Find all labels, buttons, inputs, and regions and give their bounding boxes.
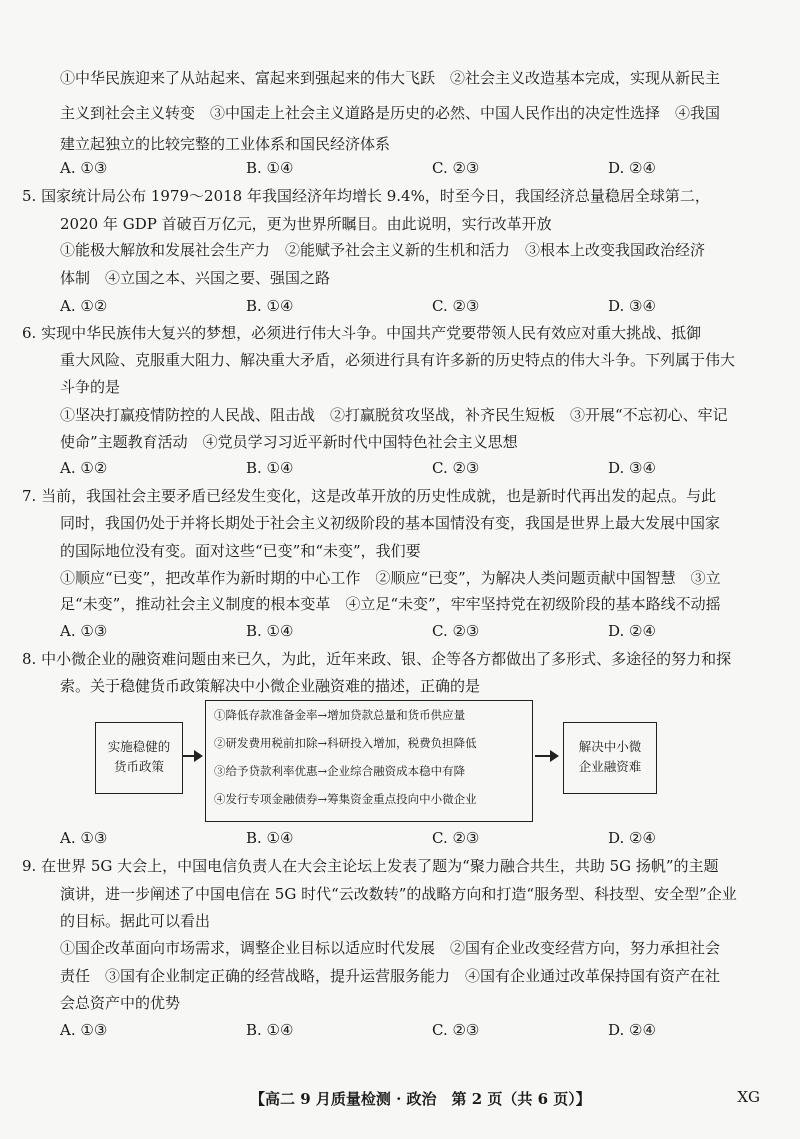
question-text: ①坚决打赢疫情防控的人民战、阻击战 ②打赢脱贫攻坚战，补齐民生短板 ③开展“不忘初心、牢记 (60, 406, 728, 424)
diagram-text: 实施稳健的 (107, 739, 171, 754)
option-b: B. ①④ (246, 829, 294, 847)
option-a: A. ①③ (60, 159, 108, 177)
question-text: 7. 当前，我国社会主要矛盾已经发生变化，这是改革开放的历史性成就，也是新时代再出发的起点。与此 (22, 487, 717, 505)
option-c: C. ②③ (432, 1021, 480, 1039)
question-text: 8. 中小微企业的融资难问题由来已久，为此，近年来政、银、企等各方都做出了多形式、多途径的努力和探 (22, 650, 732, 668)
diagram-box-result (563, 722, 657, 794)
option-c: C. ②③ (432, 622, 480, 640)
option-d: D. ③④ (608, 459, 656, 477)
option-b: B. ①④ (246, 297, 294, 315)
question-text: 足“未变”，推动社会主义制度的根本变革 ④立足“未变”，牢牢坚持党在初级阶段的基本路线不动摇 (60, 595, 721, 613)
answer-options (60, 458, 750, 478)
footer-page-info: 【高二 9 月质量检测 · 政治 第 2 页（共 6 页）】 (250, 1090, 591, 1108)
question-text: 5. 国家统计局公布 1979～2018 年我国经济年均增长 9.4%，时至今日，我国经济总量稳居全球第二， (22, 187, 710, 205)
option-b: B. ①④ (246, 1021, 294, 1039)
footer-tag: XG (737, 1088, 760, 1106)
diagram-box-measures (205, 700, 533, 822)
option-d: D. ②④ (608, 829, 656, 847)
question-text: ①中华民族迎来了从站起来、富起来到强起来的伟大飞跃 ②社会主义改造基本完成，实现从新民主 (60, 69, 721, 87)
question-text: 2020 年 GDP 首破百万亿元，更为世界所瞩目。由此说明，实行改革开放 (60, 215, 552, 233)
question-text: 体制 ④立国之本、兴国之要、强国之路 (60, 269, 331, 287)
question-text: 责任 ③国有企业制定正确的经营战略，提升运营服务能力 ④国有企业通过改革保持国有资产在社 (60, 967, 721, 985)
diagram-text: 解决中小微 (578, 739, 642, 754)
option-a: A. ①② (60, 297, 108, 315)
answer-options (60, 828, 750, 848)
diagram-step: ④发行专项金融债券→筹集资金重点投向中小微企业 (214, 792, 477, 806)
arrow-right-icon (183, 755, 201, 757)
option-c: C. ②③ (432, 159, 480, 177)
question-text: ①国企改革面向市场需求，调整企业目标以适应时代发展 ②国有企业改变经营方向，努力承担社会 (60, 939, 721, 957)
diagram-step: ③给予贷款利率优惠→企业综合融资成本稳中有降 (214, 764, 466, 778)
diagram-step: ②研发费用税前扣除→科研投入增加，税费负担降低 (214, 736, 477, 750)
question-text: 演讲，进一步阐述了中国电信在 5G 时代“云改数转”的战略方向和打造“服务型、科技型、安全型”企业 (60, 885, 737, 903)
question-text: 6. 实现中华民族伟大复兴的梦想，必须进行伟大斗争。中国共产党要带领人民有效应对重大挑战、抵御 (22, 324, 702, 342)
question-text: 索。关于稳健货币政策解决中小微企业融资难的描述，正确的是 (60, 677, 481, 695)
question-text: ①顺应“已变”，把改革作为新时期的中心工作 ②顺应“已变”，为解决人类问题贡献中国智慧 ③立 (60, 569, 721, 587)
answer-options (60, 158, 750, 178)
question-text: 使命”主题教育活动 ④党员学习习近平新时代中国特色社会主义思想 (60, 433, 518, 451)
option-c: C. ②③ (432, 829, 480, 847)
question-text: 的目标。据此可以看出 (60, 912, 211, 930)
answer-options (60, 296, 750, 316)
diagram-step: ①降低存款准备金率→增加贷款总量和货币供应量 (214, 708, 466, 722)
option-d: D. ②④ (608, 159, 656, 177)
option-a: A. ①② (60, 459, 108, 477)
arrow-right-icon (535, 755, 557, 757)
question-text: 的国际地位没有变。面对这些“已变”和“未变”，我们要 (60, 542, 421, 560)
question-text: 9. 在世界 5G 大会上，中国电信负责人在大会主论坛上发表了题为“聚力融合共生，共助 5G 扬帆”的主题 (22, 857, 719, 875)
option-d: D. ②④ (608, 1021, 656, 1039)
answer-options (60, 621, 750, 641)
question-text: 重大风险、克服重大阻力、解决重大矛盾，必须进行具有许多新的历史特点的伟大斗争。下列属于伟大 (60, 351, 736, 369)
option-a: A. ①③ (60, 829, 108, 847)
option-c: C. ②③ (432, 297, 480, 315)
option-d: D. ②④ (608, 622, 656, 640)
option-c: C. ②③ (432, 459, 480, 477)
option-b: B. ①④ (246, 622, 294, 640)
flow-diagram (95, 700, 655, 820)
question-text: ①能极大解放和发展社会生产力 ②能赋予社会主义新的生机和活力 ③根本上改变我国政治经济 (60, 241, 706, 259)
option-b: B. ①④ (246, 459, 294, 477)
option-b: B. ①④ (246, 159, 294, 177)
option-a: A. ①③ (60, 622, 108, 640)
question-text: 同时，我国仍处于并将长期处于社会主义初级阶段的基本国情没有变，我国是世界上最大发展中国家 (60, 514, 721, 532)
answer-options (60, 1020, 750, 1040)
diagram-text: 货币政策 (113, 759, 164, 774)
diagram-text: 企业融资难 (578, 759, 642, 774)
option-a: A. ①③ (60, 1021, 108, 1039)
question-text: 会总资产中的优势 (60, 994, 181, 1012)
question-text: 建立起独立的比较完整的工业体系和国民经济体系 (60, 135, 391, 153)
option-d: D. ③④ (608, 297, 656, 315)
diagram-box-policy (95, 722, 183, 794)
question-text: 主义到社会主义转变 ③中国走上社会主义道路是历史的必然、中国人民作出的决定性选择 ④我国 (60, 104, 721, 122)
page-footer (60, 1088, 760, 1108)
question-text: 斗争的是 (60, 378, 121, 396)
